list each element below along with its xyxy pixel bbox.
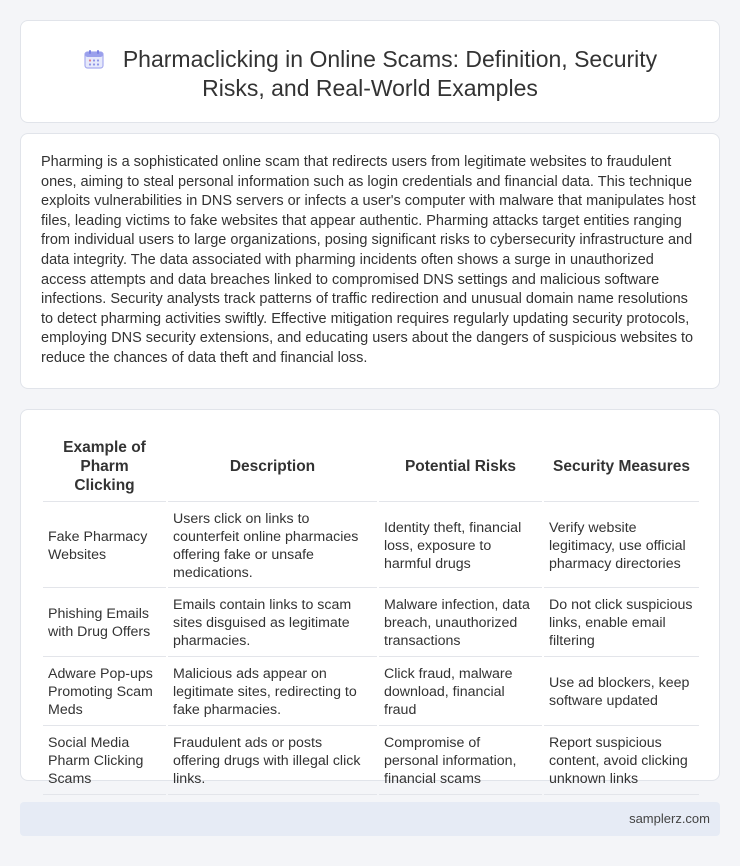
page-title: Pharmaclicking in Online Scams: Definition, Security Risks, and Real-World Examples [122, 46, 658, 101]
footer-bar [20, 802, 720, 836]
column-header: Potential Risks [379, 432, 542, 502]
table-card [20, 409, 720, 787]
table-cell: Fake Pharmacy Websites [43, 504, 166, 588]
table-cell: Identity theft, financial loss, exposure to harmful drugs [379, 504, 542, 588]
table-cell: Fraudulent ads or posts offering drugs with illegal click links. [168, 728, 377, 795]
table-cell: Adware Pop-ups Promoting Scam Meds [43, 659, 166, 726]
intro-card [20, 133, 720, 389]
table-cell: Compromise of personal information, financial scams [379, 728, 542, 795]
table-cell: Social Media Pharm Clicking Scams [43, 728, 166, 795]
table-row [43, 504, 699, 588]
table-cell: Emails contain links to scam sites disguised as legitimate pharmacies. [168, 590, 377, 657]
page-title-wrap [21, 45, 719, 103]
table-cell: Malware infection, data breach, unauthorized transactions [379, 590, 542, 657]
pharm-clicking-table [41, 430, 701, 797]
footer-site-link[interactable]: samplerz.com [629, 811, 710, 826]
column-header: Example of Pharm Clicking [43, 432, 166, 502]
table-cell: Report suspicious content, avoid clicking unknown links [544, 728, 699, 795]
title-card [20, 20, 720, 123]
table-cell: Use ad blockers, keep software updated [544, 659, 699, 726]
table-cell: Do not click suspicious links, enable email filtering [544, 590, 699, 657]
table-row [43, 590, 699, 657]
table-row [43, 728, 699, 795]
table-cell: Phishing Emails with Drug Offers [43, 590, 166, 657]
column-header: Security Measures [544, 432, 699, 502]
table-cell: Users click on links to counterfeit online pharmacies offering fake or unsafe medications. [168, 504, 377, 588]
column-header: Description [168, 432, 377, 502]
table-cell: Click fraud, malware download, financial fraud [379, 659, 542, 726]
calendar-icon [83, 48, 105, 70]
table-cell: Malicious ads appear on legitimate sites, redirecting to fake pharmacies. [168, 659, 377, 726]
intro-paragraph: Pharming is a sophisticated online scam that redirects users from legitimate websites to fraudulent ones, aiming to steal personal information such as login credentials and financial data. This technique exploits vulnerabilities in DNS servers or infects a user's computer with malware that manipulates host files, leading victims to fake websites that appear authentic. Pharming attacks target entities ranging from individual users to large organizations, posing significant risks to cybersecurity infrastructure and data integrity. The data associated with pharming incidents often shows a surge in unauthorized access attempts and data breaches linked to compromised DNS settings and malicious software infections. Security analysts track patterns of traffic redirection and unusual domain name resolutions to detect pharming activities swiftly. Effective mitigation requires regularly updating security protocols, employing DNS security extensions, and educating users about the dangers of suspicious websites to reduce the chances of data theft and financial loss. [41, 154, 696, 366]
table-cell: Verify website legitimacy, use official pharmacy directories [544, 504, 699, 588]
table-header-row [43, 432, 699, 502]
table-row [43, 659, 699, 726]
